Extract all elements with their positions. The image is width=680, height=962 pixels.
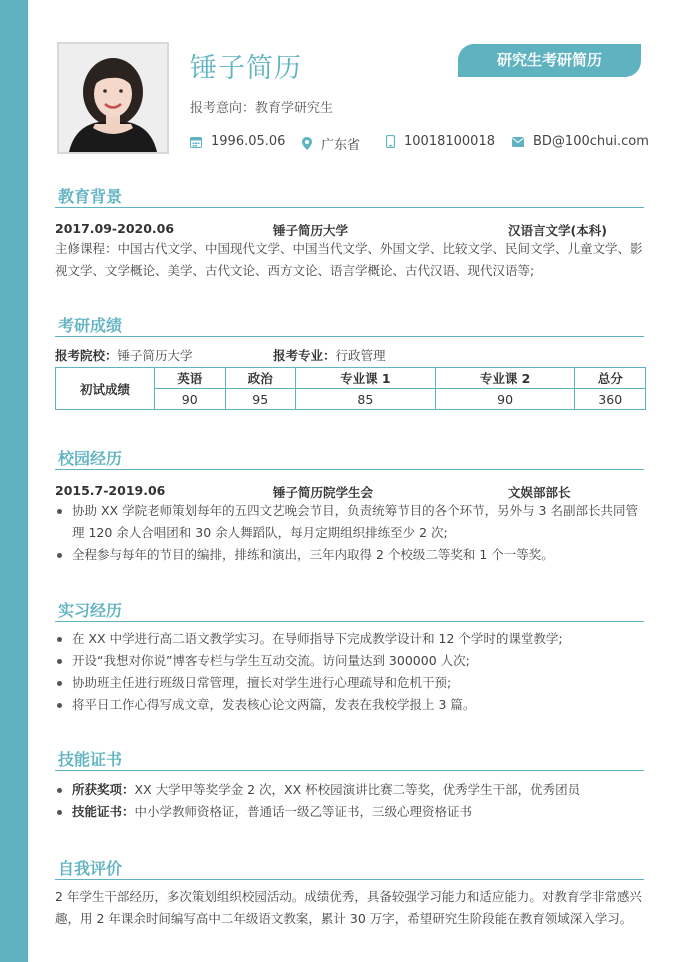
list-item: 协助班主任进行班级日常管理，擅长对学生进行心理疏导和危机干预; bbox=[55, 672, 647, 694]
left-accent-bar bbox=[0, 0, 28, 962]
list-item bbox=[55, 801, 647, 823]
education-courses: 主修课程：中国古代文学、中国现代文学、中国当代文学、外国文学、比较文学、民间文学、儿童文学、影视文学、文学概论、美学、古代文论、西方文论、语言学概论、古代汉语、现代汉语等; bbox=[55, 241, 643, 278]
awards-label: 所获奖项： bbox=[72, 782, 135, 797]
score-politics: 95 bbox=[225, 389, 296, 410]
list-item: 协助 XX 学院老师策划每年的五四文艺晚会节目，负责统筹节目的各个环节，另外与 3 名副部长共同管理 120 余人合唱团和 30 余人舞蹈队，每月定期组织排练至少 2 次; bbox=[55, 500, 647, 544]
campus-period: 2015.7-2019.06 bbox=[55, 483, 166, 498]
email-info bbox=[512, 134, 649, 149]
campus-list bbox=[55, 500, 647, 566]
skills-title: 技能证书 bbox=[58, 750, 123, 769]
list-item: 在 XX 中学进行高二语文教学实习。在导师指导下完成教学设计和 12 个学时的课堂教学; bbox=[55, 628, 647, 650]
self-title: 自我评价 bbox=[58, 859, 123, 878]
self-evaluation-text: 2 年学生干部经历，多次策划组织校园活动。成绩优秀，具备较强学习能力和适应能力。对教育学非常感兴趣，用 2 年课余时间编写高中二年级语文教案，累计 30 万字，希望研究生阶段能在教育领域深入学习。 bbox=[55, 889, 642, 926]
location-text: 广东省 bbox=[321, 138, 361, 153]
certs-label: 技能证书： bbox=[72, 804, 135, 819]
list-item: 将平日工作心得写成文章，发表核心论文两篇，发表在我校学报上 3 篇。 bbox=[55, 694, 647, 716]
exam-score-table bbox=[55, 367, 646, 410]
education-divider bbox=[55, 207, 644, 208]
location-info bbox=[302, 134, 360, 153]
awards-value: XX 大学甲等奖学金 2 次，XX 杯校园演讲比赛二等奖，优秀学生干部，优秀团员 bbox=[134, 782, 581, 797]
score-header-major-2: 专业课 2 bbox=[435, 368, 575, 389]
score-row-label: 初试成绩 bbox=[56, 368, 155, 410]
internship-title: 实习经历 bbox=[58, 601, 123, 620]
certs-value: 中小学教师资格证，普通话一级乙等证书，三级心理资格证书 bbox=[134, 804, 473, 819]
score-major-1: 85 bbox=[296, 389, 436, 410]
score-english: 90 bbox=[155, 389, 226, 410]
exam-major-label: 报考专业： bbox=[273, 348, 336, 363]
score-header-english: 英语 bbox=[155, 368, 226, 389]
phone-icon bbox=[386, 135, 395, 148]
email-icon bbox=[512, 137, 524, 147]
score-header-major-1: 专业课 1 bbox=[296, 368, 436, 389]
score-header-politics: 政治 bbox=[225, 368, 296, 389]
exam-divider bbox=[55, 336, 644, 337]
education-title: 教育背景 bbox=[58, 187, 123, 206]
email-address: BD@100chui.com bbox=[533, 134, 649, 149]
list-item: 开设“我想对你说”博客专栏与学生互动交流。访问量达到 300000 人次; bbox=[55, 650, 647, 672]
location-pin-icon bbox=[302, 137, 312, 150]
internship-list bbox=[55, 628, 647, 716]
application-intent: 报考意向：教育学研究生 bbox=[190, 101, 334, 116]
profile-photo bbox=[57, 42, 169, 154]
exam-target-row bbox=[55, 345, 647, 367]
list-item: 全程参与每年的节目的编排，排练和演出，三年内取得 2 个校级二等奖和 1 个一等奖。 bbox=[55, 544, 647, 566]
list-item bbox=[55, 779, 647, 801]
phone-info bbox=[386, 134, 495, 149]
exam-school-label: 报考院校： bbox=[55, 348, 118, 363]
exam-major-value: 行政管理 bbox=[335, 348, 386, 363]
campus-title: 校园经历 bbox=[58, 449, 123, 468]
skills-list bbox=[55, 779, 647, 823]
education-period: 2017.09-2020.06 bbox=[55, 221, 175, 236]
calendar-icon bbox=[190, 136, 202, 148]
self-divider bbox=[55, 879, 644, 880]
resume-name: 锤子简历 bbox=[190, 53, 302, 84]
score-total: 360 bbox=[575, 389, 646, 410]
skills-divider bbox=[55, 770, 644, 771]
campus-role: 文娱部部长 bbox=[508, 485, 571, 500]
score-major-2: 90 bbox=[435, 389, 575, 410]
phone-number: 10018100018 bbox=[404, 134, 495, 149]
education-major: 汉语言文学(本科) bbox=[508, 223, 607, 238]
campus-org: 锤子简历院学生会 bbox=[273, 485, 374, 500]
education-school: 锤子简历大学 bbox=[273, 223, 349, 238]
internship-divider bbox=[55, 621, 644, 622]
exam-title: 考研成绩 bbox=[58, 316, 123, 335]
exam-school-value: 锤子简历大学 bbox=[117, 348, 193, 363]
score-header-total: 总分 bbox=[575, 368, 646, 389]
resume-type-tag: 研究生考研简历 bbox=[458, 44, 641, 77]
birth-date: 1996.05.06 bbox=[211, 134, 286, 149]
birth-info bbox=[190, 134, 285, 149]
campus-divider bbox=[55, 469, 644, 470]
score-header-row bbox=[56, 368, 646, 389]
